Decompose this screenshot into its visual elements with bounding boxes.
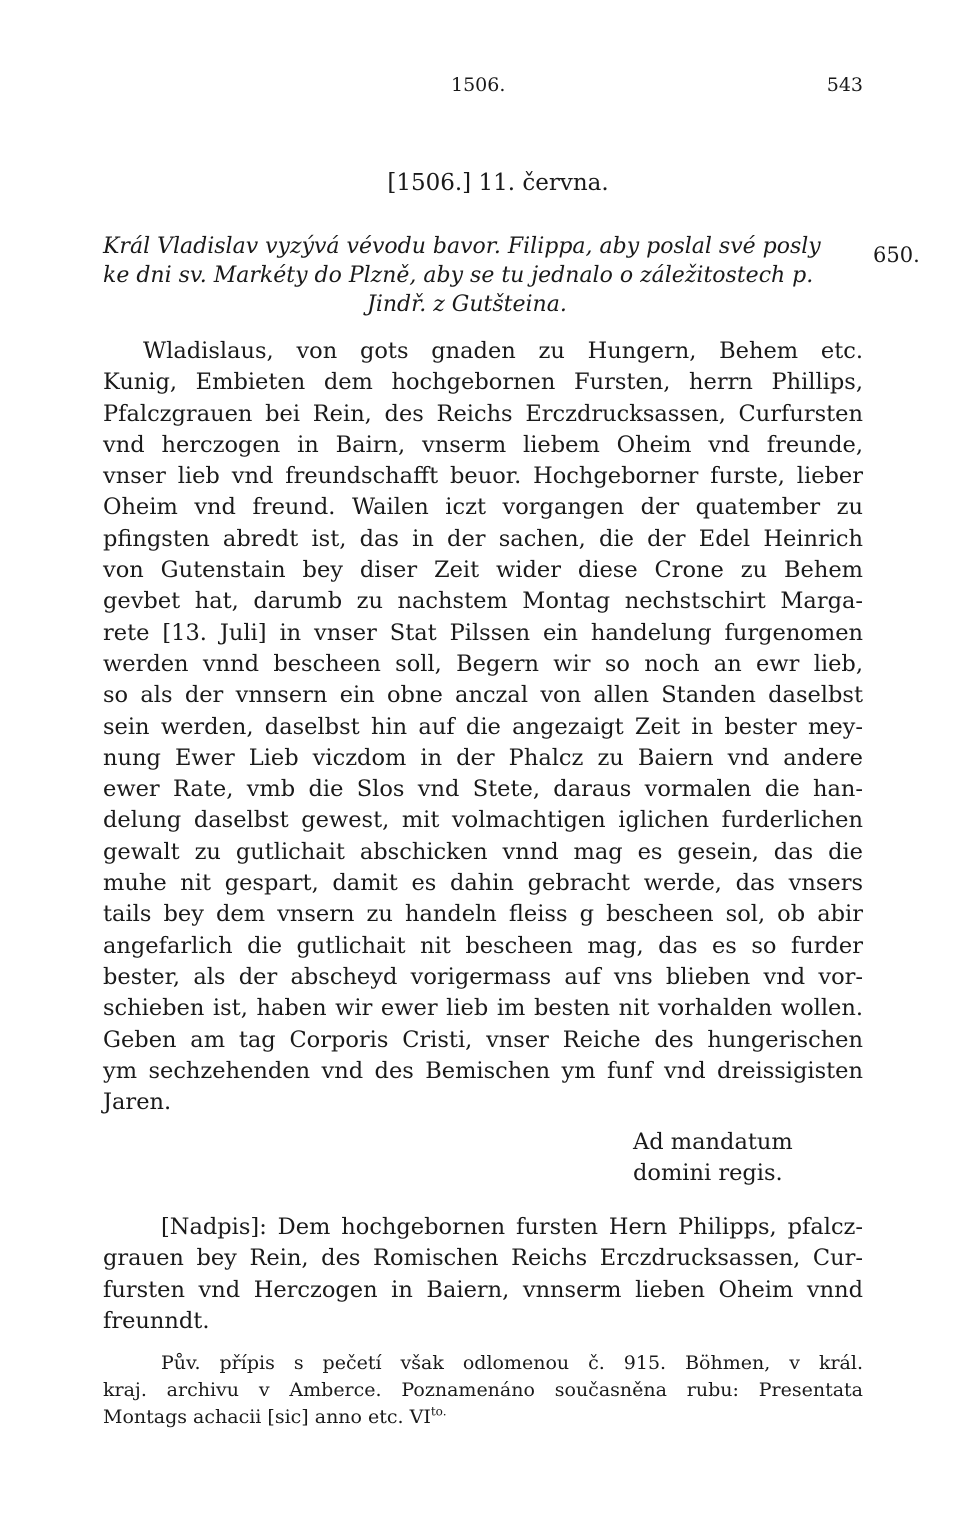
source-note xyxy=(103,1350,863,1431)
body-line: vnd herczogen in Bairn, vnserm liebem Oheim vnd freunde, xyxy=(103,431,863,458)
regest-line: Jindř. z Gutšteina. xyxy=(367,292,567,317)
note-line: kraj. archivu v Amberce. Poznamenáno současněna rubu: Presentata xyxy=(103,1379,863,1401)
body-line: werden vnnd bescheen soll, Begern wir so noch an ewr lieb, xyxy=(103,650,863,677)
note-line: Pův. přípis s pečetí však odlomenou č. 915. Böhmen, v král. xyxy=(161,1352,863,1374)
running-head-year: 1506. xyxy=(451,74,506,96)
body-line: gewalt zu gutlichait abschicken vnnd mag es gesein, das die xyxy=(103,838,863,865)
body-line: schieben ist, haben wir ewer lieb im besten nit vorhalden wollen. xyxy=(103,995,863,1022)
body-line: tails bey dem vnsern zu handeln fleiss g bescheen sol, ob abir xyxy=(103,901,863,928)
regest xyxy=(103,232,863,319)
address-line: [Nadpis]: Dem hochgebornen fursten Hern Philipps, pfalcz- xyxy=(161,1214,863,1240)
document-page xyxy=(103,0,920,1523)
body-line: von Gutenstain bey diser Zeit wider diese Crone zu Behem xyxy=(103,557,863,584)
document-date: [1506.] 11. června. xyxy=(387,170,609,196)
signature xyxy=(633,1127,793,1189)
body-line: muhe nit gespart, damit es dahin gebracht werde, das vnsers xyxy=(103,870,863,897)
body-line: rete [13. Juli] in vnser Stat Pilssen ein handelung furgenomen xyxy=(103,619,863,646)
body-line: Pfalczgrauen bei Rein, des Reichs Erczdrucksassen, Curfursten xyxy=(103,400,863,427)
note-superscript: to. xyxy=(430,1404,447,1419)
body-line: bester, als der abscheyd vorigermass auf vns blieben vnd vor- xyxy=(103,963,863,990)
body-line: ewer Rate, vmb die Slos vnd Stete, daraus vormalen die han- xyxy=(103,776,863,803)
body-line: Wladislaus, von gots gnaden zu Hungern, Behem etc. xyxy=(143,338,863,364)
body-line: vnser lieb vnd freundschafft beuor. Hochgeborner furste, lieber xyxy=(103,463,863,490)
running-head xyxy=(103,74,863,104)
signature-line: Ad mandatum xyxy=(633,1129,793,1155)
note-line-text: Montags achacii [sic] anno etc. VI xyxy=(103,1406,431,1428)
body-line: gevbet hat, darumb zu nachstem Montag nechstschirt Marga- xyxy=(103,588,863,615)
body-line: Geben am tag Corporis Cristi, vnser Reiche des hungerischen xyxy=(103,1026,863,1053)
body-line: Kunig, Embieten dem hochgebornen Fursten, herrn Phillips, xyxy=(103,369,863,396)
body-line: angefarlich die gutlichait nit bescheen mag, das es so furder xyxy=(103,932,863,959)
letter-body xyxy=(103,336,863,1118)
body-line: delung daselbst gewest, mit volmachtigen iglichen furderlichen xyxy=(103,807,863,834)
body-line: pfingsten abredt ist, das in der sachen, die der Edel Heinrich xyxy=(103,525,863,552)
regest-line: ke dni sv. Markéty do Plzně, aby se tu jednalo o záležitostech p. xyxy=(103,263,814,288)
address-line: freunndt. xyxy=(103,1307,210,1334)
body-line: so als der vnnsern ein obne anczal von allen Standen daselbst xyxy=(103,682,863,709)
note-line-final xyxy=(103,1404,863,1431)
signature-line: domini regis. xyxy=(633,1160,783,1186)
document-number: 650. xyxy=(873,243,920,267)
address-line: grauen bey Rein, des Romischen Reichs Erczdrucksassen, Cur- xyxy=(103,1245,863,1272)
body-line: Jaren. xyxy=(103,1089,172,1116)
body-line: nung Ewer Lieb viczdom in der Phalcz zu Baiern vnd andere xyxy=(103,744,863,771)
address-line: fursten vnd Herczogen in Baiern, vnnserm lieben Oheim vnnd xyxy=(103,1276,863,1303)
body-line: sein werden, daselbst hin auf die angezaigt Zeit in bester mey- xyxy=(103,713,863,740)
regest-line: Král Vladislav vyzývá vévodu bavor. Filippa, aby poslal své posly xyxy=(103,234,821,259)
page-number: 543 xyxy=(826,74,863,96)
address-inscription xyxy=(103,1212,863,1337)
body-line: ym sechzehenden vnd des Bemischen ym funf vnd dreissigisten xyxy=(103,1057,863,1084)
body-line: Oheim vnd freund. Wailen iczt vorgangen der quatember zu xyxy=(103,494,863,521)
